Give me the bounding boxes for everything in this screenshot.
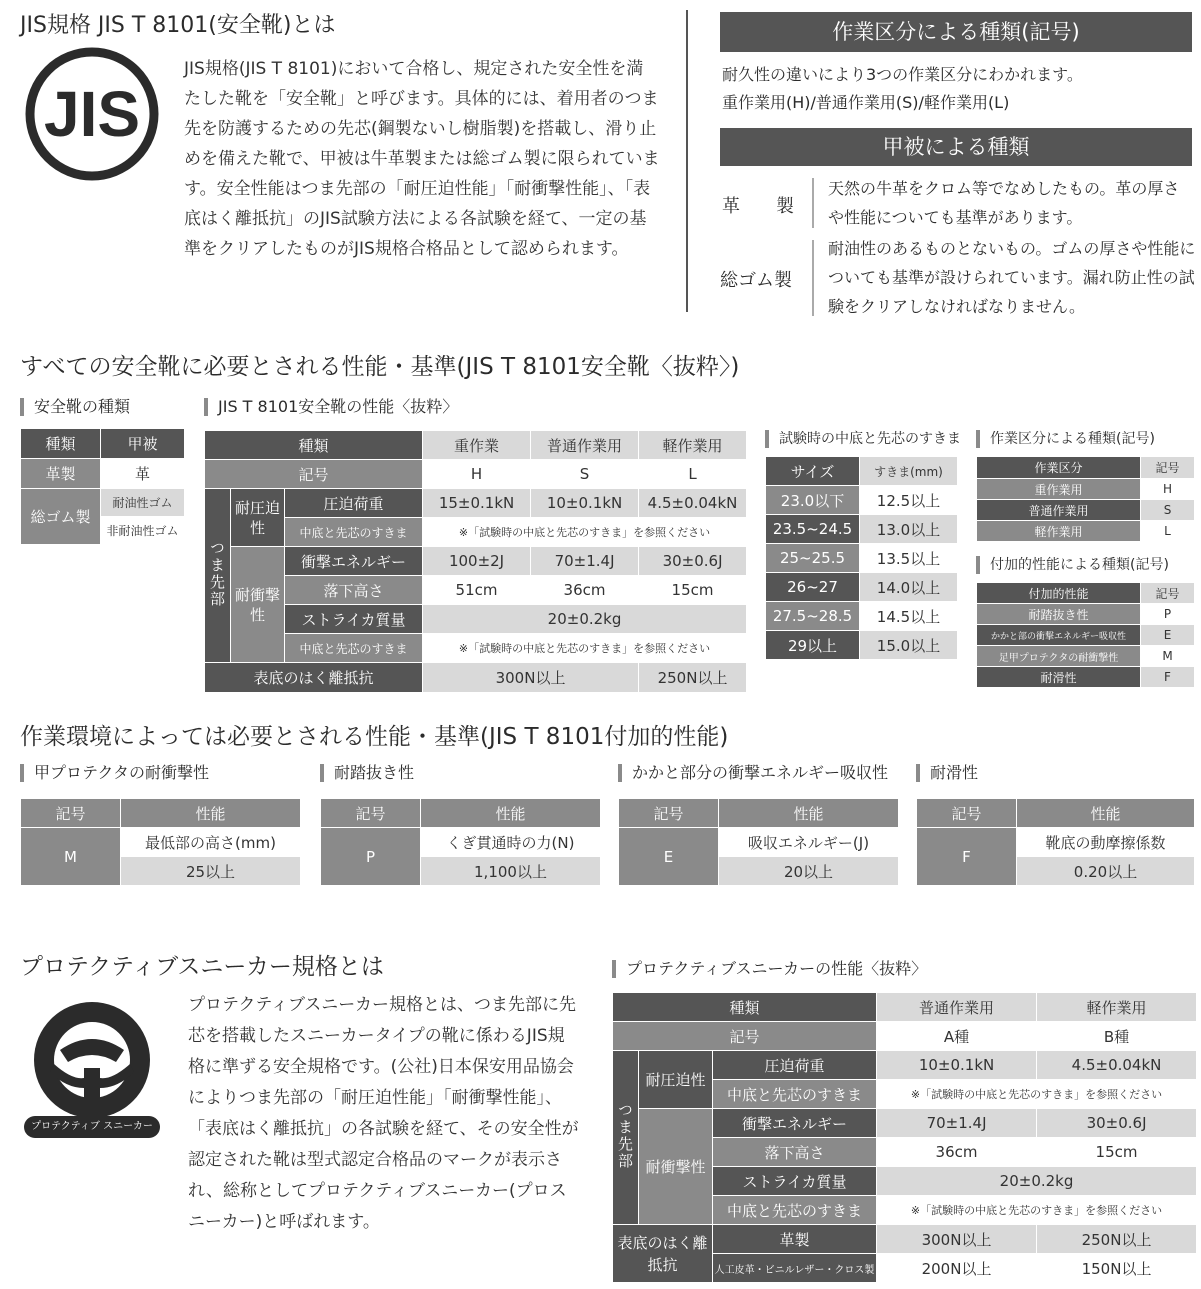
perf-v-hs: 300N以上 <box>423 663 639 693</box>
prosneaker-paragraph: プロテクティブスニーカー規格とは、つま先部に先芯を搭載したスニーカータイプの靴に係わるJIS規格に準ずる安全規格です。(公社)日本保安用品協会によりつま先部の「耐圧迫性能」「耐衝撃性能」、「表底はく離抵抗」の各試験を経て、その安全性が認定された靴は型式認定合格品のマークが表示され、総称としてプロテクティブスニーカー(プロスニーカー)と呼ばれます。 <box>188 995 579 1232</box>
add-table-f <box>916 798 1195 886</box>
divider <box>686 10 688 312</box>
perf-v-h2: 100±2J <box>423 547 531 576</box>
add-table-h1: 記号 <box>321 799 421 828</box>
add-sym-h2: 記号 <box>1141 583 1195 604</box>
perf-sym: 記号 <box>205 460 423 489</box>
clearance-size: 23.5~24.5 <box>766 515 860 544</box>
perf-table <box>204 430 747 693</box>
perf-gap-ref2: ※「試験時の中底と先芯のすきま」を参照ください <box>423 634 747 663</box>
clearance-table <box>765 456 958 660</box>
clearance-size: 26~27 <box>766 573 860 602</box>
add-table-subtitle: かかと部分の衝撃エネルギー吸収性 <box>618 764 888 782</box>
types-r1a: 革製 <box>21 459 101 489</box>
clearance-value: 14.5以上 <box>860 602 958 631</box>
perf-gap: 中底と先芯のすきま <box>285 518 423 547</box>
class-sym-h2: 記号 <box>1141 457 1195 479</box>
class-sym-h1: 作業区分 <box>977 457 1141 479</box>
perf-toe: つま先部 <box>208 539 226 608</box>
ps-v-a2: 70±1.4J <box>877 1109 1037 1138</box>
add-table-label: くぎ貫通時の力(N) <box>421 828 601 857</box>
add-table-subtitle: 耐滑性 <box>916 764 978 782</box>
add-table-h1: 記号 <box>917 799 1017 828</box>
clearance-h2: すきま(mm) <box>860 457 958 486</box>
add-table-h2: 性能 <box>719 799 899 828</box>
types-h1: 種類 <box>21 429 101 459</box>
class-sym-name: 重作業用 <box>977 479 1141 500</box>
add-table-h1: 記号 <box>619 799 719 828</box>
rubber-text: 耐油性のあるものとないもの。ゴムの厚さや性能についても基準が設けられています。漏れ防止性の試験をクリアしなければなりません。 <box>828 239 1196 316</box>
add-table-h2: 性能 <box>421 799 601 828</box>
work-class-banner: 作業区分による種類(記号) <box>720 12 1192 52</box>
ps-sym: 記号 <box>613 1022 877 1051</box>
perf-v-l2: 30±0.6J <box>639 547 747 576</box>
perf-drop: 落下高さ <box>285 576 423 605</box>
ps-v-str: 20±0.2kg <box>877 1167 1197 1196</box>
perf-energy: 衝撃エネルギー <box>285 547 423 576</box>
perf-S: S <box>531 460 639 489</box>
ps-energy: 衝撃エネルギー <box>713 1109 877 1138</box>
ps-imp: 耐衝撃性 <box>639 1109 713 1225</box>
add-table-sym: E <box>619 828 719 886</box>
clearance-subtitle: 試験時の中底と先芯のすきま <box>765 430 961 448</box>
perf-v-s1: 10±0.1kN <box>531 489 639 518</box>
clearance-size: 25~25.5 <box>766 544 860 573</box>
ps-synth: 人工皮革・ビニルレザー・クロス製 <box>713 1254 877 1283</box>
add-table-subtitle: 甲プロテクタの耐衝撃性 <box>20 764 209 782</box>
jis-logo-text: JIS <box>43 78 141 150</box>
add-table-value: 0.20以上 <box>1017 857 1195 886</box>
ps-B: B種 <box>1037 1022 1197 1051</box>
ps-kind: 種類 <box>613 993 877 1022</box>
clearance-value: 15.0以上 <box>860 631 958 660</box>
add-table-h2: 性能 <box>121 799 301 828</box>
types-r1b: 革 <box>101 459 185 489</box>
types-r2b: 耐油性ゴム <box>101 489 185 517</box>
clearance-value: 12.5以上 <box>860 486 958 515</box>
perf-v-l4: 250N以上 <box>639 663 747 693</box>
add-sym-name: 耐踏抜き性 <box>977 604 1141 625</box>
ps-v-b1: 4.5±0.04kN <box>1037 1051 1197 1080</box>
add-sym-h1: 付加的性能 <box>977 583 1141 604</box>
upper-type-banner: 甲被による種類 <box>720 128 1192 166</box>
class-sym-code: L <box>1141 521 1195 542</box>
perf-v-str: 20±0.2kg <box>423 605 747 634</box>
ps-drop: 落下高さ <box>713 1138 877 1167</box>
add-sym-code: M <box>1141 646 1195 667</box>
perf-v-h1: 15±0.1kN <box>423 489 531 518</box>
jis-logo <box>22 44 162 184</box>
types-r2c: 非耐油性ゴム <box>101 517 185 545</box>
clearance-size: 29以上 <box>766 631 860 660</box>
section2-title: 作業環境によっては必要とされる性能・基準(JIS T 8101付加的性能) <box>20 724 729 750</box>
rubber-label: 総ゴム製 <box>720 270 792 291</box>
add-table-value: 20以上 <box>719 857 899 886</box>
class-sym-code: S <box>1141 500 1195 521</box>
perf-comp: 耐圧迫性 <box>231 489 285 547</box>
add-table-label: 靴底の動摩擦係数 <box>1017 828 1195 857</box>
clearance-h1: サイズ <box>766 457 860 486</box>
types-subtitle: 安全靴の種類 <box>20 398 130 416</box>
ps-gap2: 中底と先芯のすきま <box>713 1196 877 1225</box>
add-sym-name: 耐滑性 <box>977 667 1141 688</box>
add-sym-code: F <box>1141 667 1195 688</box>
perf-normal: 普通作業用 <box>531 431 639 460</box>
add-sym-table <box>976 582 1195 688</box>
ps-A: A種 <box>877 1022 1037 1051</box>
add-table-sym: P <box>321 828 421 886</box>
ps-comp: 耐圧迫性 <box>639 1051 713 1109</box>
perf-gap2: 中底と先芯のすきま <box>285 634 423 663</box>
perf-v-l3: 15cm <box>639 576 747 605</box>
types-h2: 甲被 <box>101 429 185 459</box>
ps-leather: 革製 <box>713 1225 877 1254</box>
add-table-value: 25以上 <box>121 857 301 886</box>
add-sym-code: P <box>1141 604 1195 625</box>
add-table-sym: M <box>21 828 121 886</box>
add-sym-subtitle: 付加的性能による種類(記号) <box>976 556 1169 574</box>
perf-heavy: 重作業 <box>423 431 531 460</box>
jis-title: JIS規格 JIS T 8101(安全靴)とは <box>20 13 336 38</box>
ps-v-b3: 15cm <box>1037 1138 1197 1167</box>
perf-v-l1: 4.5±0.04kN <box>639 489 747 518</box>
add-table-subtitle: 耐踏抜き性 <box>320 764 414 782</box>
clearance-size: 23.0以下 <box>766 486 860 515</box>
ps-v-b5: 150N以上 <box>1037 1254 1197 1283</box>
add-table-h2: 性能 <box>1017 799 1195 828</box>
perf-v-s2: 70±1.4J <box>531 547 639 576</box>
ps-gap-ref: ※「試験時の中底と先芯のすきま」を参照ください <box>877 1080 1197 1109</box>
perf-imp: 耐衝撃性 <box>231 547 285 663</box>
perf-H: H <box>423 460 531 489</box>
ps-v-b2: 30±0.6J <box>1037 1109 1197 1138</box>
clearance-value: 13.0以上 <box>860 515 958 544</box>
clearance-value: 13.5以上 <box>860 544 958 573</box>
jis-paragraph: JIS規格(JIS T 8101)において合格し、規定された安全性を満たした靴を「安全靴」と呼びます。具体的には、着用者のつま先を防護するための先芯(鋼製ないし樹脂製)を搭載し、滑り止めを備えた靴で、甲被は牛革製または総ゴム製に限られています。安全性能はつま先部の「耐圧迫性能」「耐衝撃性能」、「表底はく離抵抗」のJIS試験方法による各試験を経て、一定の基準をクリアしたものがJIS規格合格品として認められます。 <box>184 59 660 259</box>
types-r2a: 総ゴム製 <box>21 489 101 545</box>
ps-peel: 表底のはく離抵抗 <box>613 1225 713 1283</box>
ps-v-b4: 250N以上 <box>1037 1225 1197 1254</box>
perf-kind: 種類 <box>205 431 423 460</box>
ps-gap-ref2: ※「試験時の中底と先芯のすきま」を参照ください <box>877 1196 1197 1225</box>
perf-subtitle: JIS T 8101安全靴の性能〈抜粋〉 <box>204 398 458 416</box>
class-sym-name: 普通作業用 <box>977 500 1141 521</box>
add-table-label: 吸収エネルギー(J) <box>719 828 899 857</box>
ps-comp-load: 圧迫荷重 <box>713 1051 877 1080</box>
section1-title: すべての安全靴に必要とされる性能・基準(JIS T 8101安全靴〈抜粋〉) <box>20 354 740 380</box>
ps-gap: 中底と先芯のすきま <box>713 1080 877 1109</box>
ps-table <box>612 992 1197 1283</box>
types-table <box>20 428 185 545</box>
add-table-label: 最低部の高さ(mm) <box>121 828 301 857</box>
perf-v-s3: 36cm <box>531 576 639 605</box>
prosneaker-title: プロテクティブスニーカー規格とは <box>20 954 384 980</box>
ps-v-a4: 300N以上 <box>877 1225 1037 1254</box>
work-class-line1: 耐久性の違いにより3つの作業区分にわかれます。 <box>722 65 1083 84</box>
add-sym-name: かかと部の衝撃エネルギー吸収性 <box>977 625 1141 646</box>
add-table-h1: 記号 <box>21 799 121 828</box>
perf-gap-ref: ※「試験時の中底と先芯のすきま」を参照ください <box>423 518 747 547</box>
class-sym-table <box>976 456 1195 542</box>
class-sym-name: 軽作業用 <box>977 521 1141 542</box>
leather-label: 革 製 <box>722 196 794 217</box>
ps-light: 軽作業用 <box>1037 993 1197 1022</box>
leather-text: 天然の牛革をクロム等でなめしたもの。革の厚さや性能についても基準があります。 <box>828 179 1180 227</box>
ps-v-a1: 10±0.1kN <box>877 1051 1037 1080</box>
add-table-e <box>618 798 899 886</box>
add-table-sym: F <box>917 828 1017 886</box>
prosneaker-logo-label: プロテクティブ スニーカー <box>31 1121 153 1132</box>
add-table-m <box>20 798 301 886</box>
leather-sep <box>812 178 814 228</box>
clearance-value: 14.0以上 <box>860 573 958 602</box>
class-sym-code: H <box>1141 479 1195 500</box>
ps-striker: ストライカ質量 <box>713 1167 877 1196</box>
ps-normal: 普通作業用 <box>877 993 1037 1022</box>
work-class-line2: 重作業用(H)/普通作業用(S)/軽作業用(L) <box>722 93 1010 112</box>
ps-table-subtitle: プロテクティブスニーカーの性能〈抜粋〉 <box>612 960 927 978</box>
add-sym-code: E <box>1141 625 1195 646</box>
rubber-sep <box>812 240 814 316</box>
perf-v-h3: 51cm <box>423 576 531 605</box>
perf-peel: 表底のはく離抵抗 <box>205 663 423 693</box>
clearance-size: 27.5~28.5 <box>766 602 860 631</box>
class-sym-subtitle: 作業区分による種類(記号) <box>976 430 1155 448</box>
perf-light: 軽作業用 <box>639 431 747 460</box>
ps-v-a3: 36cm <box>877 1138 1037 1167</box>
prosneaker-logo <box>20 992 164 1142</box>
add-table-value: 1,100以上 <box>421 857 601 886</box>
perf-comp-load: 圧迫荷重 <box>285 489 423 518</box>
perf-L: L <box>639 460 747 489</box>
ps-toe: つま先部 <box>616 1101 634 1170</box>
ps-v-a5: 200N以上 <box>877 1254 1037 1283</box>
add-sym-name: 足甲プロテクタの耐衝撃性 <box>977 646 1141 667</box>
add-table-p <box>320 798 601 886</box>
perf-striker: ストライカ質量 <box>285 605 423 634</box>
